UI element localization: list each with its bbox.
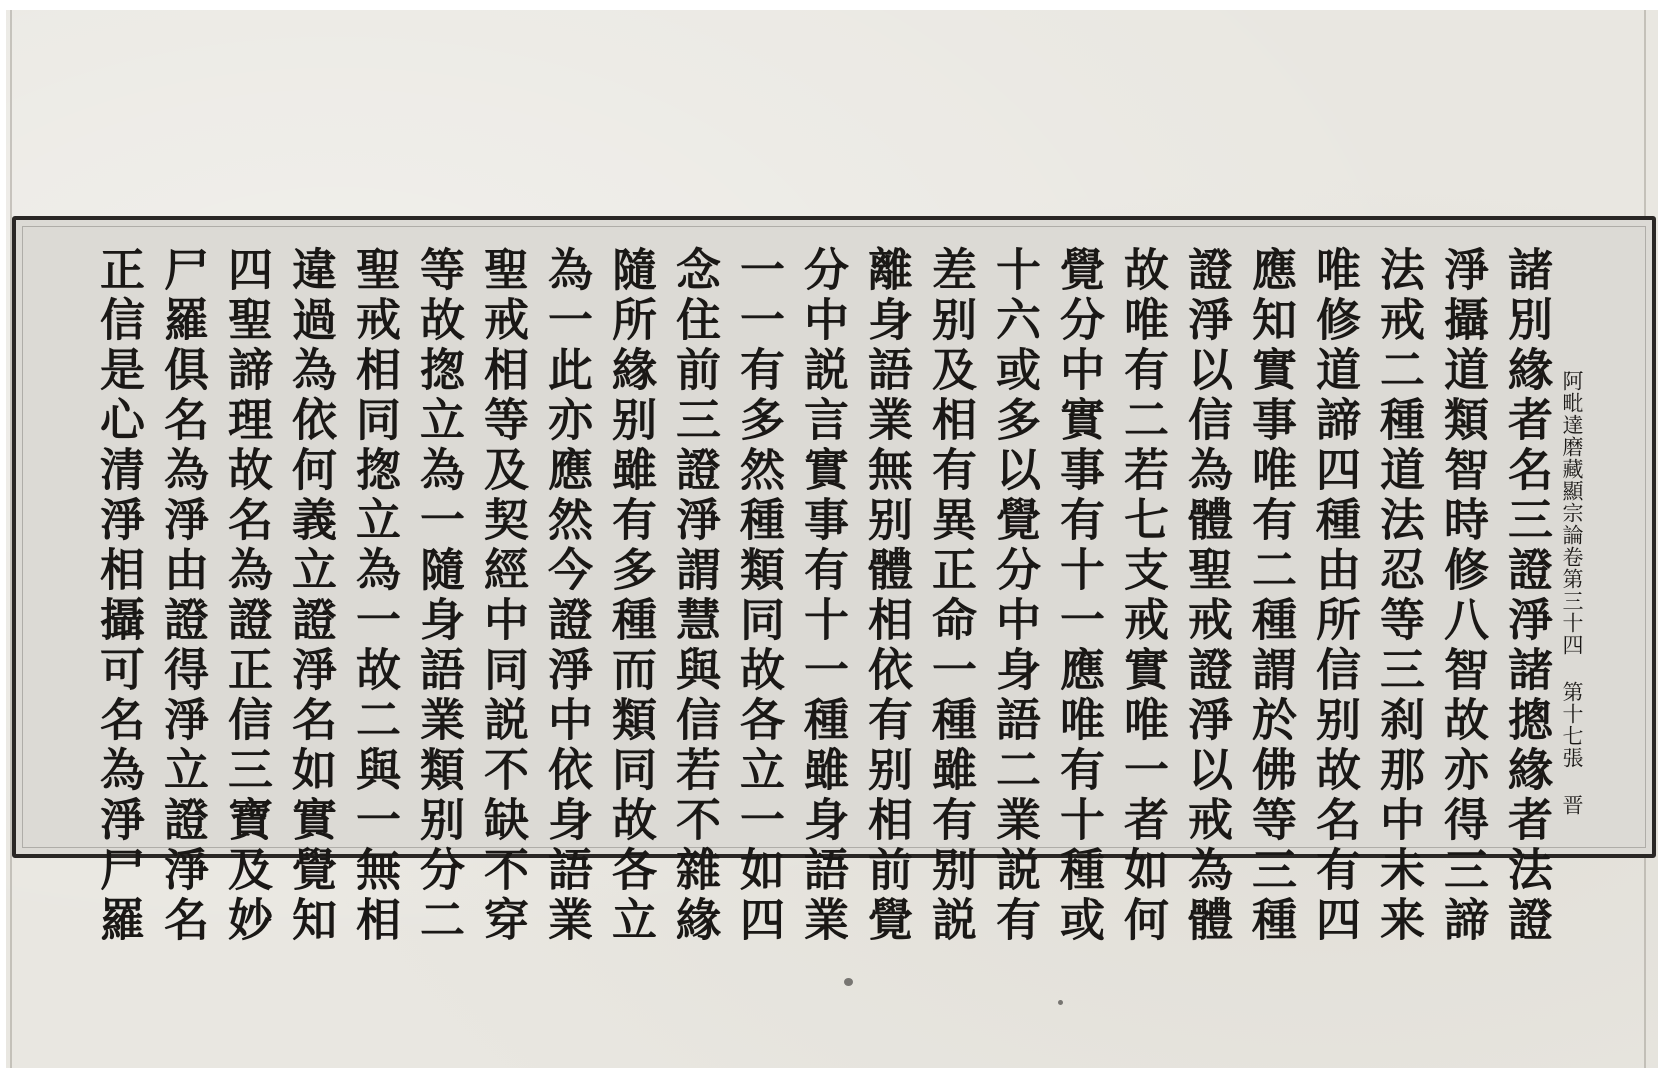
text-column-1: 諸別緣者名三證淨諸摠緣者法證 [1500, 246, 1553, 946]
text-column-8: 覺分中實事有十一應唯有十種或 [1052, 246, 1105, 946]
paper-sheet [6, 10, 1658, 1068]
text-column-13: 一一有多然種類同故各立一如四 [732, 246, 785, 946]
text-column-16: 為一此亦應然今證淨中依身語業 [540, 246, 593, 946]
text-column-4: 唯修道諦四種由所信别故名有四 [1308, 246, 1361, 946]
ink-spot [844, 978, 853, 986]
text-column-14: 念住前三證淨謂慧與信若不雜緣 [668, 246, 721, 946]
text-column-21: 四聖諦理故名為證正信三寶及妙 [220, 246, 273, 946]
text-column-19: 聖戒相同揔立為一故二與一無相 [348, 246, 401, 946]
printed-text-block [12, 216, 1656, 946]
text-column-22: 尸羅俱名為淨由證得淨立證淨名 [156, 246, 209, 946]
text-column-6: 證淨以信為體聖戒證淨以戒為體 [1180, 246, 1233, 946]
text-column-20: 違過為依何義立證淨名如實覺知 [284, 246, 337, 946]
text-column-15: 隨所緣别雖有多種而類同故各立 [604, 246, 657, 946]
text-column-17: 聖戒相等及契經中同説不缺不穿 [476, 246, 529, 946]
text-column-3: 法戒二種道法忍等三刹那中未来 [1372, 246, 1425, 946]
text-column-11: 離身語業無别體相依有别相前覺 [860, 246, 913, 946]
text-column-10: 差别及相有異正命一種雖有别説 [924, 246, 977, 946]
text-column-12: 分中説言實事有十一種雖身語業 [796, 246, 849, 946]
text-column-2: 淨攝道類智時修八智故亦得三諦 [1436, 246, 1489, 946]
volume-title-margin: 阿毗達磨藏顯宗論卷第三十四 第十七張 晋 [1560, 370, 1584, 816]
text-column-23: 正信是心清淨相攝可名為淨尸羅 [92, 246, 145, 946]
text-column-9: 十六或多以覺分中身語二業説有 [988, 246, 1041, 946]
text-column-5: 應知實事唯有二種謂於佛等三種 [1244, 246, 1297, 946]
ink-spot [1058, 1000, 1063, 1005]
text-column-18: 等故揔立為一隨身語業類别分二 [412, 246, 465, 946]
text-column-7: 故唯有二若七支戒實唯一者如何 [1116, 246, 1169, 946]
